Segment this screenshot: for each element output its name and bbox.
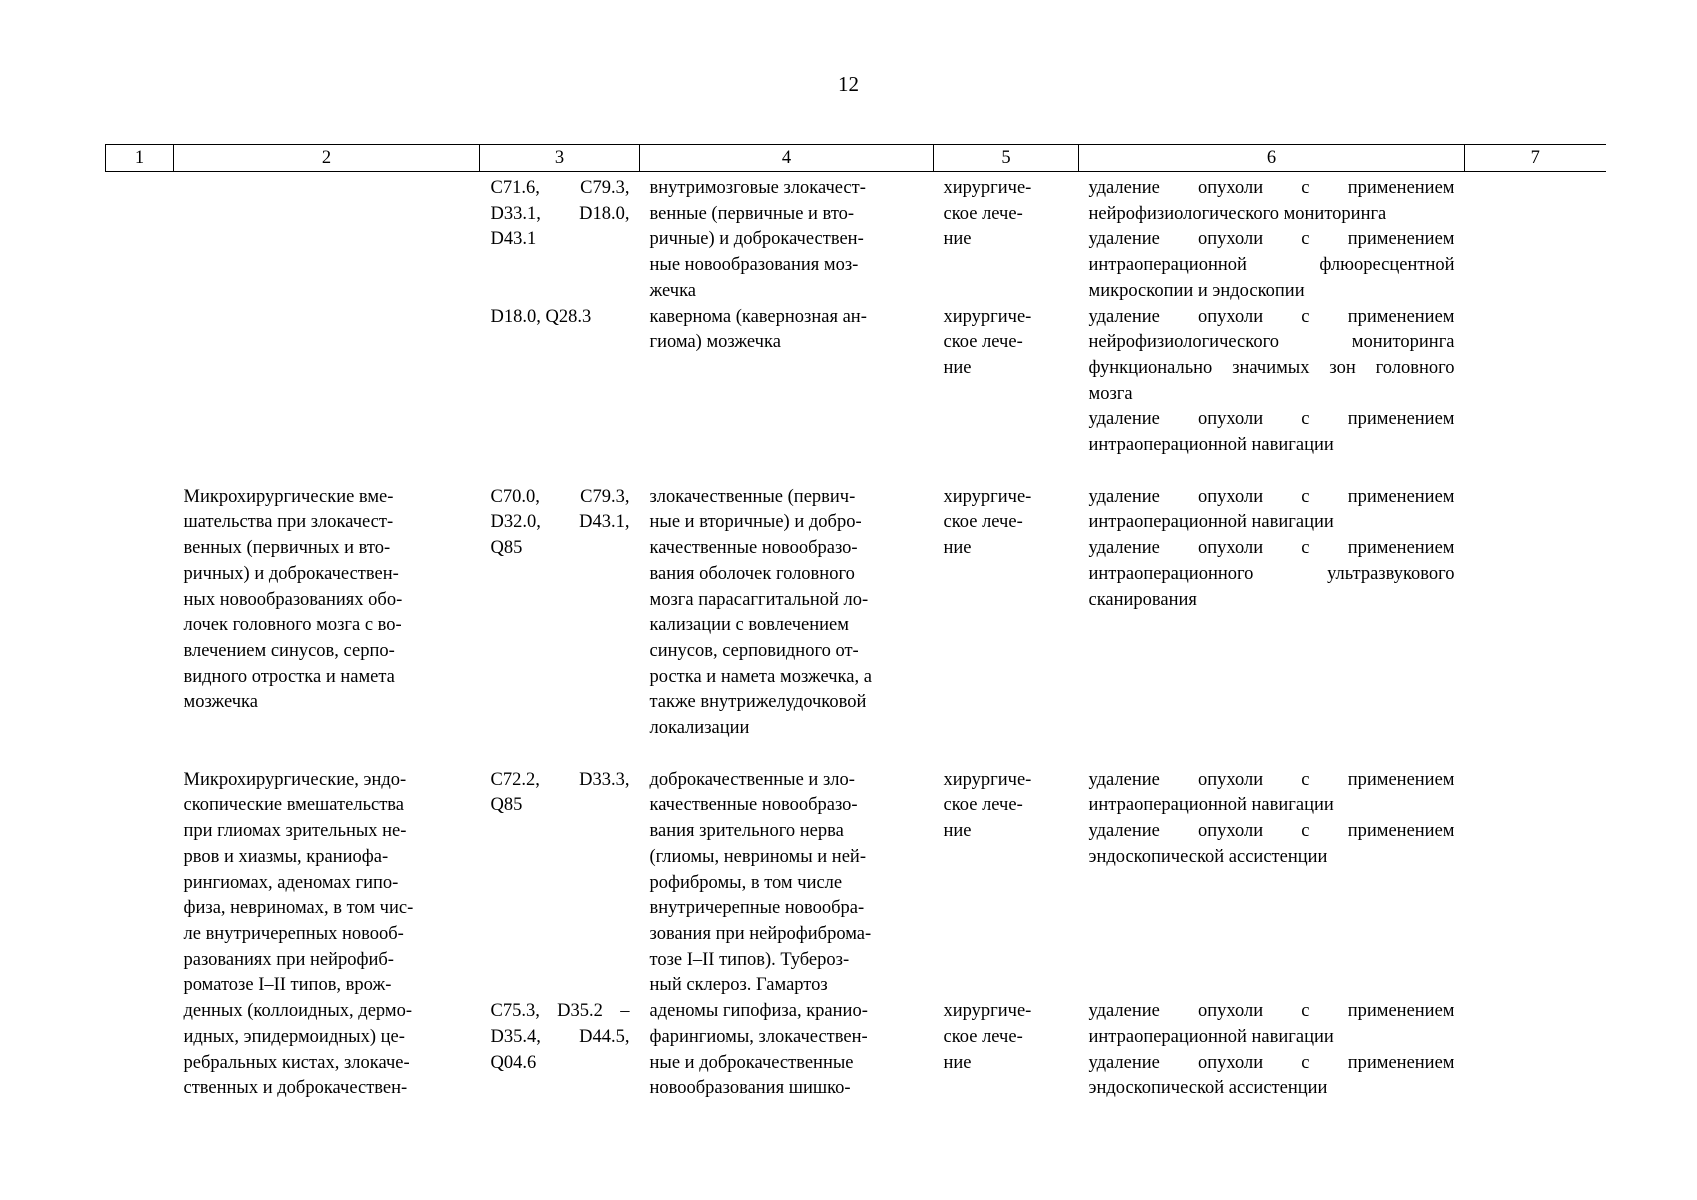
table-row — [106, 485, 1606, 742]
cell-treatment-type: хирургиче- ское лече- ние — [943, 178, 1032, 250]
cell-treatment-type: хирургиче- ское лече- ние — [943, 769, 1032, 842]
cell-model-patient: аденомы гипофиза, кранио- фарингиомы, злокачествен- ные и доброкачественные новообразования шишко- — [649, 1001, 868, 1099]
cell-cost — [1465, 768, 1606, 999]
cell-treatment-method: удаление опухоли с применением интраоперационной навигации удаление опухоли с применением интраоперационного ультразвукового сканирования — [1088, 486, 1455, 610]
cell-care-type — [174, 305, 480, 459]
cell-icd-codes: C70.0, C79.3, D32.0, D43.1, Q85 — [490, 486, 630, 559]
cell-treatment-type: хирургиче- ское лече- ние — [943, 306, 1032, 378]
table-row — [106, 176, 1606, 305]
cell-treatment-type: хирургиче- ское лече- ние — [943, 486, 1032, 559]
table-row — [106, 768, 1606, 999]
cell-care-type: Микрохирургические вме- шательства при злокачест- венных (первичных и вто- ричных) и доброкачествен- ных новообразованиях обо- лочек головного мозга с во- влечением синусов, серпо- видного отростка и намета мозжечка — [183, 486, 403, 713]
cell-model-patient: доброкачественные и зло- качественные новообразо- вания зрительного нерва (глиомы, невриномы и ней- рофибромы, в том числе внутричерепные новообра- зования при нейрофиброма- тозе I–II типов). Туберoз- ный склероз. Гамартоз — [649, 769, 872, 996]
cell-number — [106, 999, 174, 1102]
table-row — [106, 999, 1606, 1102]
cell-treatment-method: удаление опухоли с применением интраоперационной навигации удаление опухоли с применением эндоскопической ассистенции — [1088, 769, 1455, 867]
cell-care-type — [174, 176, 480, 305]
column-header-5: 5 — [934, 145, 1079, 172]
page-number: 12 — [838, 72, 859, 96]
cell-care-type: денных (коллоидных, дермо- идных, эпидермоидных) це- ребральных кистах, злокаче- ственных и доброкачествен- — [183, 1001, 413, 1099]
cell-number — [106, 768, 174, 999]
cell-cost — [1465, 176, 1606, 305]
cell-cost — [1465, 999, 1606, 1102]
cell-model-patient: кавернома (кавернозная ан- гиома) мозжечка — [649, 306, 867, 353]
column-header-2: 2 — [174, 145, 480, 172]
cell-icd-codes: C75.3, D35.2 – D35.4, D44.5, Q04.6 — [490, 1001, 630, 1073]
column-header-1: 1 — [106, 145, 174, 172]
cell-number — [106, 176, 174, 305]
cell-number — [106, 485, 174, 742]
cell-model-patient: злокачественные (первич- ные и вторичные) и добро- качественные новообразо- вания оболочек головного мозга парасаггитальной ло- кализации с вовлечением синусов, серповидного от- ростка и намета мозжечка, а также внутрижелудочковой локализации — [649, 486, 872, 739]
cell-number — [106, 305, 174, 459]
table-row — [106, 305, 1606, 459]
cell-care-type: Микрохирургические, эндо- скопические вмешательства при глиомах зрительных не- рвов и хиазмы, краниофа- рингиомах, аденомах гипо- физа, невриномах, в том чис- ле внутричерепных новооб- разованиях при нейрофиб- роматозе I–II типов, врож- — [183, 769, 414, 996]
cell-cost — [1465, 485, 1606, 742]
cell-treatment-method: удаление опухоли с применением нейрофизиологического мониторинга удаление опухоли с применением интраоперационной флюоресцентной микроскопии и эндоскопии — [1088, 178, 1455, 301]
cell-treatment-type: хирургиче- ское лече- ние — [943, 1001, 1032, 1073]
cell-icd-codes: C71.6, C79.3, D33.1, D18.0, D43.1 — [490, 178, 630, 250]
procedures-table — [105, 144, 1606, 1102]
column-header-6: 6 — [1079, 145, 1465, 172]
cell-model-patient: внутримозговые злокачест- венные (первичные и вто- ричные) и доброкачествен- ные новообразования моз- жечка — [649, 178, 866, 301]
cell-cost — [1465, 305, 1606, 459]
column-header-4: 4 — [640, 145, 934, 172]
table-header-row — [106, 145, 1606, 172]
cell-treatment-method: удаление опухоли с применением интраоперационной навигации удаление опухоли с применением эндоскопической ассистенции — [1088, 1001, 1455, 1099]
cell-treatment-method: удаление опухоли с применением нейрофизиологического мониторинга функционально значимых зон головного мозга удаление опухоли с применением интраоперационной навигации — [1088, 306, 1455, 456]
cell-icd-codes: D18.0, Q28.3 — [490, 306, 592, 327]
column-header-7: 7 — [1465, 145, 1606, 172]
column-header-3: 3 — [480, 145, 640, 172]
cell-icd-codes: C72.2, D33.3, Q85 — [490, 769, 630, 816]
